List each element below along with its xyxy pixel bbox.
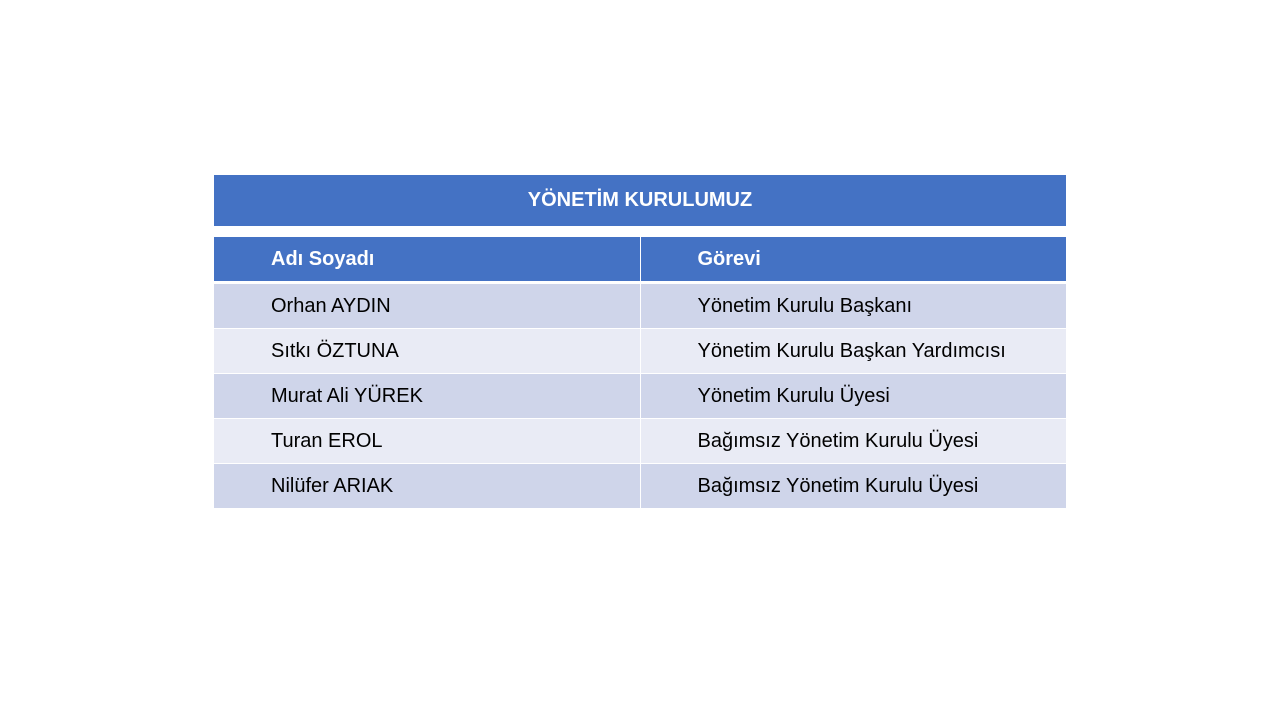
table-row bbox=[214, 283, 1066, 329]
member-name: Nilüfer ARIAK bbox=[214, 464, 640, 509]
table-header-row bbox=[214, 237, 1066, 283]
member-role: Yönetim Kurulu Başkanı bbox=[640, 283, 1066, 329]
column-header-role: Görevi bbox=[640, 237, 1066, 283]
table-row bbox=[214, 464, 1066, 509]
member-role: Yönetim Kurulu Üyesi bbox=[640, 374, 1066, 419]
member-role: Bağımsız Yönetim Kurulu Üyesi bbox=[640, 419, 1066, 464]
member-name: Orhan AYDIN bbox=[214, 283, 640, 329]
board-members-table bbox=[214, 237, 1066, 509]
table-row bbox=[214, 374, 1066, 419]
member-role: Yönetim Kurulu Başkan Yardımcısı bbox=[640, 329, 1066, 374]
member-name: Turan EROL bbox=[214, 419, 640, 464]
table-row bbox=[214, 419, 1066, 464]
member-role: Bağımsız Yönetim Kurulu Üyesi bbox=[640, 464, 1066, 509]
member-name: Sıtkı ÖZTUNA bbox=[214, 329, 640, 374]
column-header-name: Adı Soyadı bbox=[214, 237, 640, 283]
member-name: Murat Ali YÜREK bbox=[214, 374, 640, 419]
table-row bbox=[214, 329, 1066, 374]
table-title: YÖNETİM KURULUMUZ bbox=[214, 175, 1066, 226]
